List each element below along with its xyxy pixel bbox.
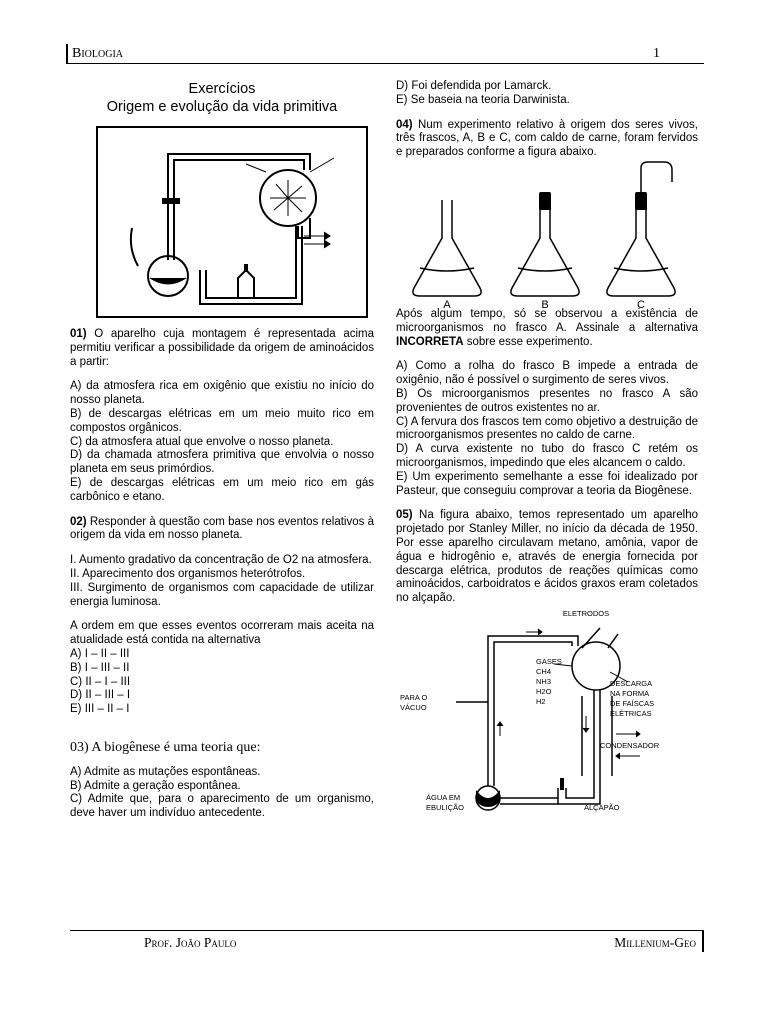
- miller-apparatus-drawing: [98, 128, 366, 316]
- label-eletrodos: ELETRODOS: [562, 608, 610, 618]
- q04-incorreta: INCORRETA: [396, 335, 464, 348]
- label-descarga-3: DE FAÍSCAS: [610, 698, 655, 708]
- title-line-1: Exercícios: [188, 81, 256, 97]
- page-footer: [70, 930, 704, 952]
- title-line-2: Origem e evolução da vida primitiva: [106, 99, 338, 115]
- q02-option-c: C) II – I – III: [70, 675, 131, 688]
- q02-number: 02): [70, 515, 87, 528]
- page-number: 1: [653, 46, 660, 61]
- flask-label-a: A: [443, 298, 451, 308]
- label-gases: GASES: [536, 656, 562, 666]
- q02-option-e: E) III – II – I: [70, 703, 130, 716]
- q03-option-c: C) Admite que, para o aparecimento de um organismo, deve haver um indivíduo antecedente.: [70, 793, 374, 820]
- miller-apparatus-figure: [96, 126, 368, 318]
- label-h2: H2: [536, 696, 546, 706]
- footer-rule: [70, 930, 704, 931]
- miller-experiment-figure: [396, 606, 698, 816]
- q01-option-a: A) da atmosfera rica em oxigênio que existiu no início do nosso planeta.: [70, 380, 374, 407]
- label-h2o: H2O: [536, 686, 552, 696]
- q03-statement: 03) A biogênese é uma teoria que:: [70, 739, 261, 755]
- footer-bar: [702, 930, 704, 952]
- right-column: [396, 80, 698, 816]
- q02-statement: [70, 516, 374, 544]
- subject-label: Biologia: [72, 46, 123, 61]
- q01-option-e: E) de descargas elétricas em um meio rico em gás carbônico e etano.: [70, 476, 374, 503]
- q05-number: 05): [396, 509, 413, 522]
- label-alcapao: ALÇAPÃO: [584, 802, 620, 812]
- label-descarga-2: NA FORMA: [610, 688, 650, 698]
- q04-text: Num experimento relativo à origem dos seres vivos, três frascos, A, B e C, com caldo de carne, foram fervidos e preparados conforme a figura abaixo.: [396, 118, 698, 159]
- header-bar: [66, 44, 68, 64]
- page-header: [66, 44, 704, 64]
- exercise-title: [70, 80, 374, 116]
- q02-option-b: B) I – III – II: [70, 661, 130, 674]
- q04-statement: [396, 119, 698, 160]
- q03-option-e: E) Se baseia na teoria Darwinista.: [396, 93, 570, 106]
- q04-option-b: B) Os microorganismos presentes no frasco A são provenientes de outros existentes no ar.: [396, 387, 698, 414]
- flask-label-c: C: [637, 298, 645, 308]
- q02-event-2: II. Aparecimento dos organismos heterótrofos.: [70, 567, 306, 580]
- q03-option-d: D) Foi defendida por Lamarck.: [396, 80, 552, 92]
- q04-option-a: A) Como a rolha do frasco B impede a entrada de oxigênio, não é possível o surgimento de seres vivos.: [396, 360, 698, 387]
- q02-option-a: A) I – II – III: [70, 647, 130, 660]
- q01-option-c: C) da atmosfera atual que envolve o nosso planeta.: [70, 435, 334, 448]
- q02-prompt: A ordem em que esses eventos ocorreram mais aceita na atualidade está contida na alternativa: [70, 620, 374, 647]
- label-vacuo-2: VÁCUO: [400, 702, 427, 712]
- q05-statement: [396, 509, 698, 606]
- q01-number: 01): [70, 328, 87, 340]
- author-label: Prof. João Paulo: [144, 935, 237, 950]
- left-column: [70, 80, 374, 821]
- q04-option-d: D) A curva existente no tubo do frasco C retém os microorganismos, impedindo que eles alcancem o caldo.: [396, 443, 698, 469]
- header-rule: [66, 63, 704, 64]
- institution-label: Millenium-Geo: [614, 935, 696, 950]
- q04-option-e: E) Um experimento semelhante a esse foi idealizado por Pasteur, que conseguiu comprovar a teoria da Biogênese.: [396, 470, 698, 497]
- q03-option-b: B) Admite a geração espontânea.: [70, 779, 241, 792]
- q04-after-post: sobre esse experimento.: [463, 335, 593, 348]
- q04-option-c: C) A fervura dos frascos tem como objetivo a destruição de microorganismos presentes no caldo de carne.: [396, 415, 698, 442]
- label-descarga-1: DESCARGA: [610, 678, 653, 688]
- label-agua-1: ÁGUA EM: [426, 792, 461, 802]
- label-ch4: CH4: [536, 666, 552, 676]
- label-condensador: CONDENSADOR: [600, 740, 660, 750]
- q01-option-d: D) da chamada atmosfera primitiva que envolvia o nosso planeta em seus primórdios.: [70, 449, 374, 476]
- q01-text: O aparelho cuja montagem é representada acima permitiu verificar a possibilidade da origem de aminoácidos a partir:: [70, 328, 374, 368]
- q01-option-b: B) de descargas elétricas em um meio muito rico em compostos orgânicos.: [70, 407, 374, 434]
- label-descarga-4: ELÉTRICAS: [610, 708, 652, 718]
- q04-after-pre: Após algum tempo, só se observou a existência de microorganismos no frasco A. Assinale a alternativa: [396, 307, 698, 334]
- flasks-figure: [396, 160, 698, 308]
- q02-event-1: I. Aumento gradativo da concentração de O2 na atmosfera.: [70, 554, 372, 567]
- label-vacuo-1: PARA O: [400, 692, 428, 702]
- q04-number: 04): [396, 118, 413, 131]
- q05-text: Na figura abaixo, temos representado um aparelho projetado por Stanley Miller, no início da década de 1950. Por esse aparelho circulavam metano, amônia, vapor de água e hidrogênio e, através de energia fornecida por descarga elétrica, produtos de reações químicas como aminoácidos, carboidratos e ácidos graxos eram coletados no alçapão.: [396, 509, 698, 605]
- q02-text: Responder à questão com base nos eventos relativos à origem da vida em nosso planeta.: [70, 515, 374, 542]
- label-nh3: NH3: [536, 676, 552, 686]
- q04-after-text: [396, 308, 698, 349]
- q02-option-d: D) II – III – I: [70, 689, 131, 702]
- label-agua-2: EBULIÇÃO: [426, 802, 464, 812]
- q03-option-a: A) Admite as mutações espontâneas.: [70, 765, 261, 778]
- q02-event-3: III. Surgimento de organismos com capacidade de utilizar energia luminosa.: [70, 581, 374, 608]
- flask-label-b: B: [541, 298, 549, 308]
- q01-statement: [70, 328, 374, 369]
